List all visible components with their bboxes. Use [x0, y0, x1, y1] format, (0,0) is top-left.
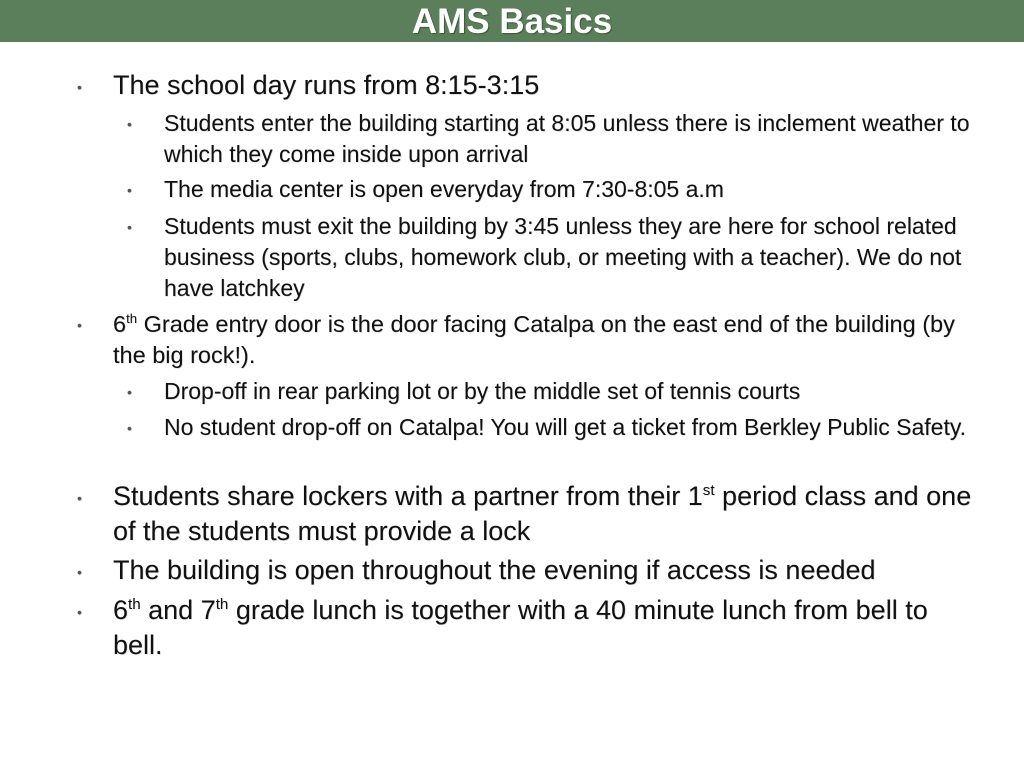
bullet-text-part-3: grade lunch is together with a 40 minute lunch from bell to bell. — [113, 595, 928, 660]
sub-bullet-media-center — [127, 174, 974, 205]
sub-bullet-no-drop-off — [127, 412, 974, 443]
sub-bullet-dot-icon: • — [127, 420, 132, 436]
bullet-dot-icon: • — [77, 79, 82, 95]
sub-bullet-text: No student drop-off on Catalpa! You will get a ticket from Berkley Public Safety. — [164, 414, 967, 440]
bullet-text-part-2: and 7 — [140, 595, 216, 625]
ordinal-suffix: st — [702, 482, 715, 499]
bullet-text: Grade entry door is the door facing Catalpa on the east end of the building (by the big rock!). — [113, 311, 955, 368]
sub-bullet-text: Students enter the building starting at 8:05 unless there is inclement weather to which they come inside upon arrival — [164, 110, 970, 167]
sub-bullet-drop-off — [127, 376, 974, 407]
sub-bullet-enter-building — [127, 108, 974, 170]
bullet-dot-icon: • — [77, 604, 82, 620]
bullet-text: The building is open throughout the evening if access is needed — [113, 555, 876, 585]
bullet-text-prefix: 6 — [113, 311, 127, 337]
slide-title: AMS Basics — [411, 2, 613, 41]
bullet-dot-icon: • — [77, 490, 82, 506]
bullet-text: Students share lockers with a partner from their 1 — [113, 481, 703, 511]
ordinal-suffix: th — [215, 596, 229, 613]
sub-bullet-exit-building — [127, 211, 974, 304]
bullet-entry-door — [77, 309, 973, 371]
ordinal-suffix: th — [128, 596, 141, 613]
sub-bullet-dot-icon: • — [127, 116, 132, 132]
bullet-building-open — [77, 553, 973, 588]
bullet-text-continued: period class and one of the students must provide a lock — [113, 481, 972, 546]
sub-bullet-text: Students must exit the building by 3:45 unless they are here for school related business (sports, clubs, homework club, or meeting with a teacher). We do not have latchkey — [164, 213, 962, 301]
sub-bullet-text: Drop-off in rear parking lot or by the middle set of tennis courts — [164, 378, 801, 404]
bullet-lockers — [77, 479, 973, 549]
ordinal-suffix: th — [126, 311, 138, 327]
sub-bullet-dot-icon: • — [127, 219, 132, 235]
bullet-text: The school day runs from 8:15-3:15 — [113, 70, 540, 100]
sub-bullet-dot-icon: • — [127, 182, 132, 198]
bullet-dot-icon: • — [77, 317, 82, 333]
bullet-lunch — [77, 593, 973, 663]
bullet-text-part-1: 6 — [113, 595, 129, 625]
bullet-school-day — [77, 68, 973, 103]
bullet-dot-icon: • — [77, 564, 82, 580]
sub-bullet-text: The media center is open everyday from 7:30-8:05 a.m — [164, 176, 724, 202]
sub-bullet-dot-icon: • — [127, 384, 132, 400]
